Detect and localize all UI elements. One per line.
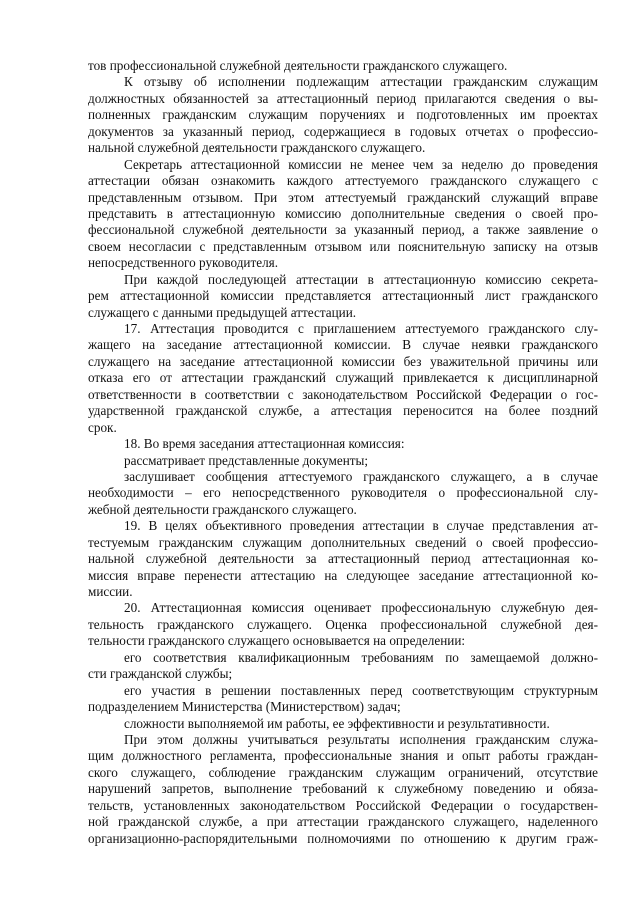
paragraph — [88, 157, 598, 272]
text-line: нальной служебной деятельности за аттестационный период аттестационная ко- — [88, 551, 598, 567]
text-line: ударственной гражданской службе, а аттестация переносится на более поздний — [88, 403, 598, 419]
text-line: срок. — [88, 419, 117, 435]
text-line: подразделением Министерства (Министерством) задач; — [88, 699, 401, 715]
text-line: нарушений запретов, выполнение требований к служебному поведению и обяза- — [88, 781, 598, 797]
text-line: тестуемым гражданским служащим дополнительных сведений о своей профессио- — [88, 534, 598, 550]
text-line: тельность гражданского служащего. Оценка профессиональной служебной дея- — [88, 616, 598, 632]
text-line: ского служащего, соблюдение гражданским служащим ограничений, отсутствие — [88, 764, 598, 780]
text-line: тельности гражданского служащего основывается на определении: — [88, 633, 466, 649]
text-line: сти гражданской службы; — [88, 666, 233, 682]
paragraph — [88, 321, 598, 436]
text-line: необходимости – его непосредственного руководителя о профессиональной слу- — [88, 485, 598, 501]
text-line: жебной деятельности гражданского служащего. — [88, 501, 357, 517]
paragraph — [88, 436, 598, 452]
text-line: его соответствия квалификационным требованиям по замещаемой должно- — [124, 649, 598, 665]
paragraph — [88, 732, 598, 847]
text-line: Секретарь аттестационной комиссии не менее чем за неделю до проведения — [124, 156, 598, 172]
text-line: ответственности в соответствии с законодательством Российской Федерации о гос- — [88, 386, 598, 402]
text-line: жащего на заседание аттестационной комиссии. В случае неявки гражданского — [88, 337, 598, 353]
text-line: При этом должны учитываться результаты исполнения гражданским служа- — [124, 731, 598, 747]
text-line: тельств, установленных законодательством Российской Федерации о государствен- — [88, 797, 598, 813]
paragraph — [88, 74, 598, 156]
text-line: организационно-распорядительными полномочиями по отношению к другим граж- — [88, 830, 598, 846]
text-line: документов за указанный период, содержащиеся в годовых отчетах о профессио- — [88, 123, 598, 139]
text-line: сложности выполняемой им работы, ее эффективности и результативности. — [124, 715, 550, 731]
paragraph — [88, 650, 598, 683]
text-line: 20. Аттестационная комиссия оценивает профессиональную служебную дея- — [124, 600, 598, 616]
text-line: аттестации обязан ознакомить каждого аттестуемого гражданского служащего с — [88, 173, 598, 189]
paragraph — [88, 683, 598, 716]
paragraph — [88, 716, 598, 732]
paragraph — [88, 600, 598, 649]
text-line: фессиональной служебной деятельности за указанный период, а также заявление о — [88, 222, 598, 238]
text-line: служащего на заседание аттестационной комиссии без уважительной причины или — [88, 353, 598, 369]
text-line: рассматривает представленные документы; — [124, 452, 369, 468]
paragraph — [88, 518, 598, 600]
text-line: служащего с данными предыдущей аттестации. — [88, 304, 357, 320]
text-line: тов профессиональной служебной деятельности гражданского служащего. — [88, 58, 508, 73]
text-line: 18. Во время заседания аттестационная комиссия: — [124, 436, 405, 452]
text-line: ной гражданской службе, а при аттестации гражданского служащего, наделенного — [88, 814, 598, 830]
text-line: полненных гражданским служащим поручениях и подготовленных им проектах — [88, 107, 598, 123]
text-line: своем несогласии с представленным отзывом или пояснительную записку на отзыв — [88, 238, 598, 254]
paragraph — [88, 469, 598, 518]
paragraph — [88, 453, 598, 469]
text-line: рем аттестационной комиссии представляется аттестационный лист гражданского — [88, 288, 598, 304]
text-line: щим должностного регламента, профессиональные знания и опыт работы граждан- — [88, 748, 598, 764]
paragraph — [88, 58, 598, 74]
text-line: 19. В целях объективного проведения аттестации в случае представления ат- — [124, 518, 598, 534]
text-line: миссии. — [88, 584, 133, 599]
text-line: непосредственного руководителя. — [88, 255, 279, 271]
text-line: 17. Аттестация проводится с приглашением аттестуемого гражданского слу- — [124, 321, 598, 336]
paragraph — [88, 272, 598, 321]
text-line: представить в аттестационную комиссию дополнительные сведения о своей про- — [88, 205, 598, 221]
text-line: заслушивает сообщения аттестуемого гражданского служащего, а в случае — [124, 468, 598, 484]
text-line: представленным отзывом. При этом аттестуемый гражданский служащий вправе — [88, 189, 598, 205]
text-line: отказа его от аттестации гражданский служащий привлекается к дисциплинарной — [88, 370, 598, 386]
text-line: К отзыву об исполнении подлежащим аттестации гражданским служащим — [124, 74, 598, 90]
text-line: миссия вправе перенести аттестацию на следующее заседание аттестационной ко- — [88, 567, 598, 583]
text-line: При каждой последующей аттестации в аттестационную комиссию секрета- — [124, 271, 598, 287]
text-line: его участия в решении поставленных перед соответствующим структурным — [124, 682, 598, 698]
text-line: нальной служебной деятельности гражданского служащего. — [88, 140, 426, 156]
text-line: должностных обязанностей за аттестационный период прилагаются сведения о вы- — [88, 90, 598, 106]
document-page — [88, 58, 598, 847]
